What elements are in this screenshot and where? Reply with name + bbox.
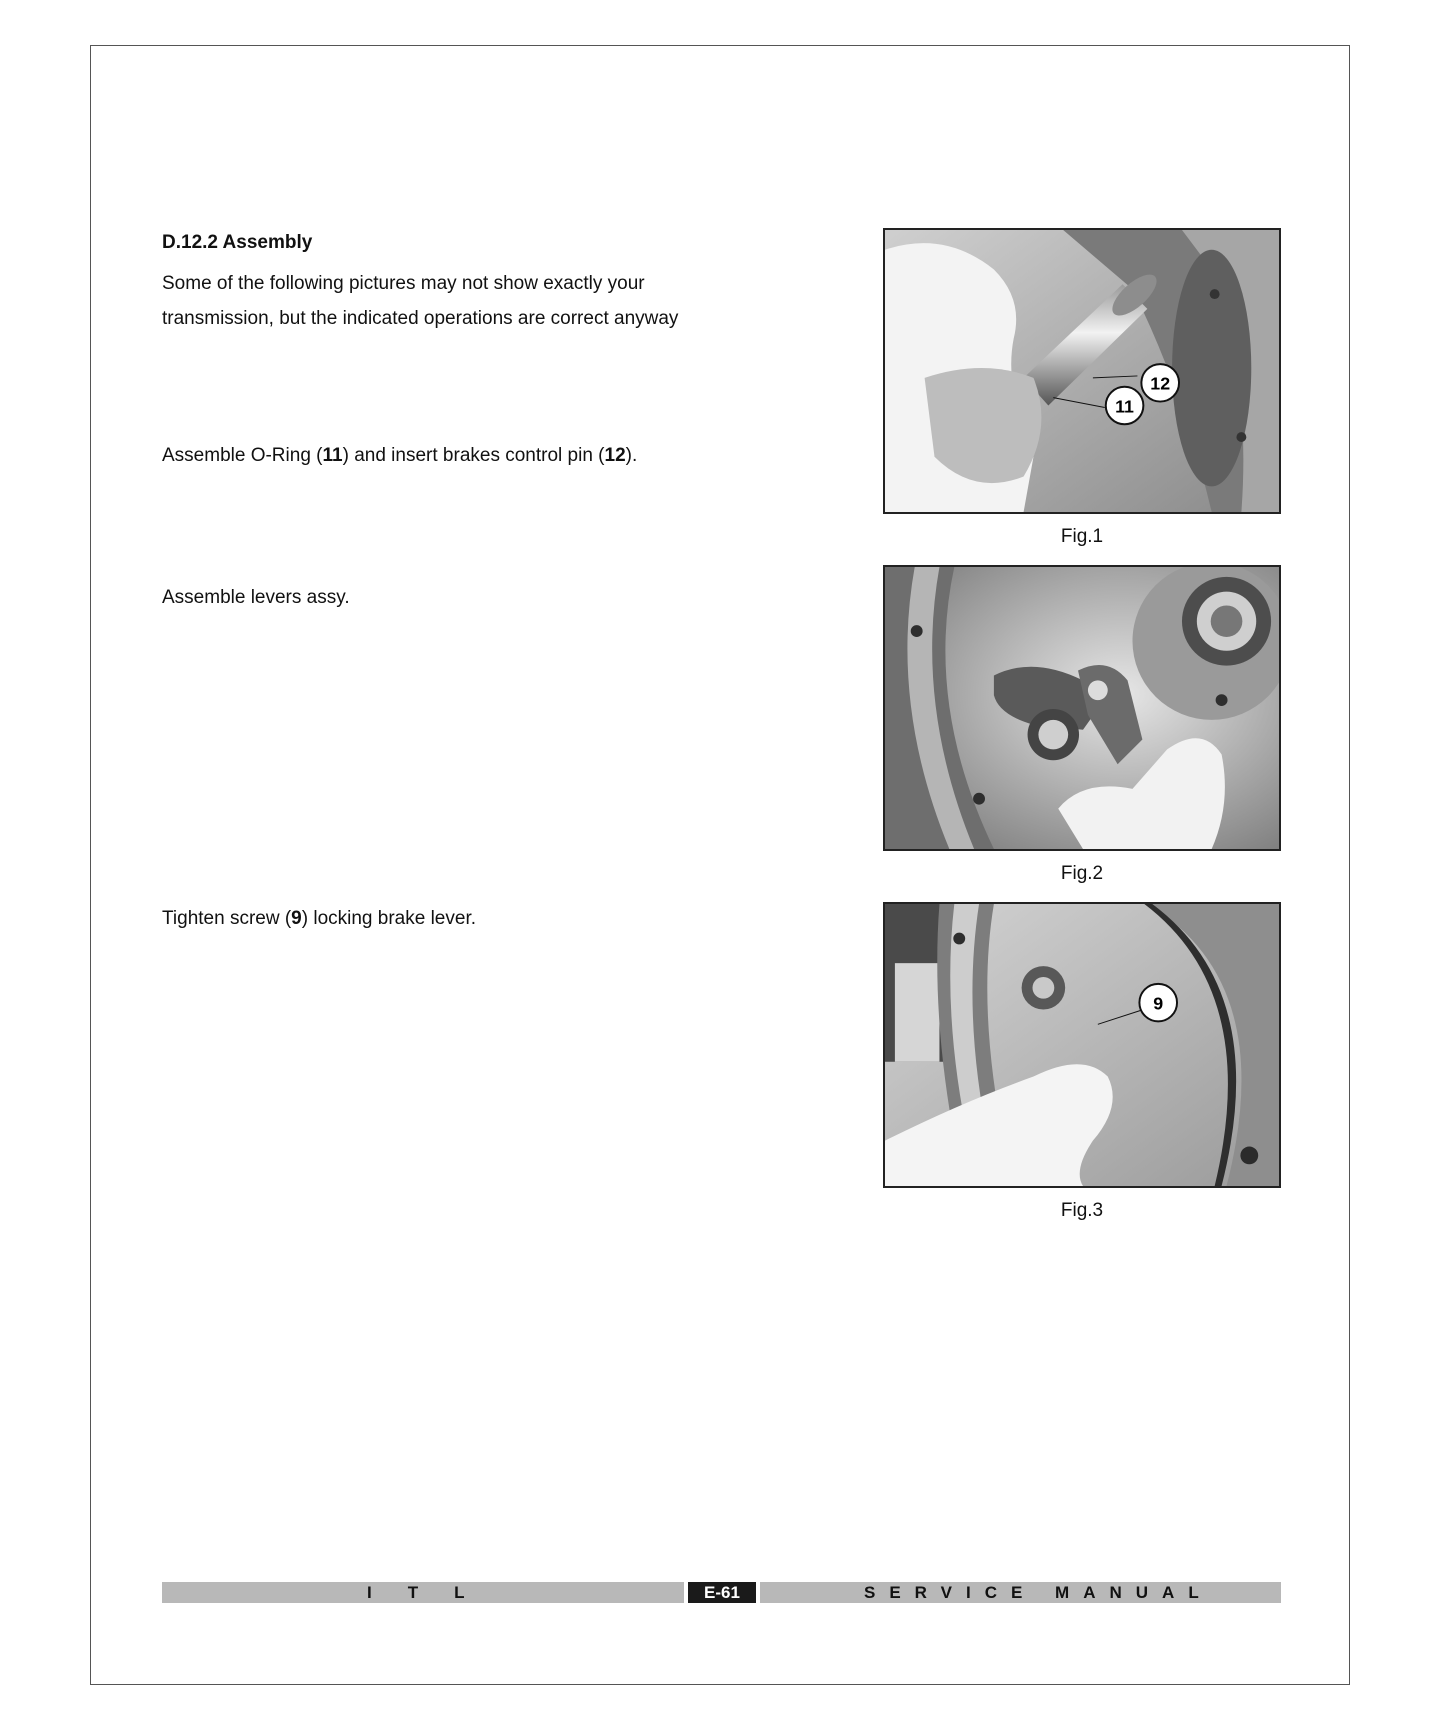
footer-left-band [162,1582,684,1603]
figure-1-photo [883,228,1281,514]
step-3-text [162,907,476,931]
figure-1-caption: Fig.1 [1060,526,1104,547]
callout-11 [1106,387,1144,424]
step-1-pre: Assemble O-Ring ( [162,445,323,466]
step-1-mid: ) and insert brakes control pin ( [342,445,605,466]
step-3-pre: Tighten screw ( [162,908,292,929]
step-3-post: ) locking brake lever. [301,908,476,929]
page-number: E-61 [688,1582,756,1603]
callout-9 [1139,984,1177,1021]
svg-text:9: 9 [1153,993,1164,1014]
footer-manual-title: SERVICE MANUAL [864,1583,1213,1602]
intro-paragraph: Some of the following pictures may not show exactly your transmission, but the indicated operations are correct anyway [162,273,679,329]
figure-3-caption: Fig.3 [1060,1200,1104,1221]
footer-right-band [760,1582,1281,1603]
step-1-ref-oring: 11 [322,445,343,466]
figure-2-photo [883,565,1281,851]
footer-company: ITL [367,1583,501,1602]
step-1-post: ). [625,445,638,466]
section-heading: D.12.2 Assembly [162,232,313,253]
figure-2-caption: Fig.2 [1060,863,1104,884]
callout-12 [1141,364,1179,401]
svg-text:12: 12 [1150,373,1171,394]
figure-3-photo [883,902,1281,1188]
step-3-ref-screw: 9 [291,908,302,929]
step-1-text [162,444,637,468]
step-2-text: Assemble levers assy. [162,587,350,608]
svg-text:11: 11 [1115,396,1134,417]
step-1-ref-pin: 12 [604,445,626,466]
